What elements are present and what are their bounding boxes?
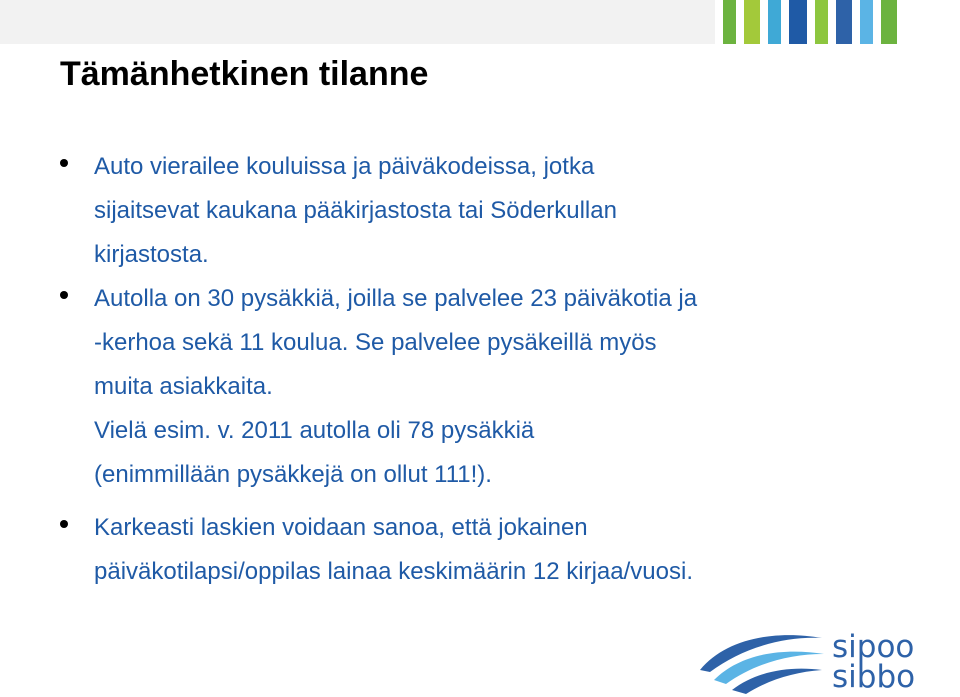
header-stripe xyxy=(881,0,897,44)
header-stripe xyxy=(860,0,874,44)
bullet-line: kirjastosta. xyxy=(94,241,209,268)
bullet-line: -kerhoa sekä 11 koulua. Se palvelee pysäkeillä myös xyxy=(94,329,657,356)
sipoo-sibbo-logo xyxy=(696,622,936,697)
header-stripe xyxy=(760,0,768,44)
bullet-line: muita asiakkaita. xyxy=(94,373,273,400)
logo-text-sipoo: sipoo xyxy=(832,629,915,665)
wave-swoosh-icon xyxy=(696,622,826,697)
bullet-line: Auto vierailee kouluissa ja päiväkodeissa, jotka xyxy=(94,153,595,180)
bullet-line: Karkeasti laskien voidaan sanoa, että jokainen xyxy=(94,514,588,541)
header-stripe xyxy=(807,0,815,44)
bullet-dot-icon xyxy=(60,159,68,167)
header-stripe xyxy=(852,0,860,44)
header-stripe xyxy=(715,0,723,44)
bullet-dot-icon xyxy=(60,520,68,528)
header-stripe xyxy=(768,0,782,44)
bullet-line: (enimmillään pysäkkejä on ollut 111!). xyxy=(94,461,492,488)
header-stripe xyxy=(789,0,807,44)
header-bar xyxy=(0,0,960,44)
header-stripe xyxy=(744,0,760,44)
bullet-item xyxy=(60,506,930,594)
bullet-line: Autolla on 30 pysäkkiä, joilla se palvelee 23 päiväkotia ja xyxy=(94,285,698,312)
header-stripe xyxy=(873,0,881,44)
slide-title: Tämänhetkinen tilanne xyxy=(60,55,429,93)
header-stripe xyxy=(723,0,737,44)
logo-text-sibbo: sibbo xyxy=(832,659,916,695)
header-stripe xyxy=(736,0,744,44)
bullet-line: sijaitsevat kaukana pääkirjastosta tai Söderkullan xyxy=(94,197,617,224)
bullet-line: Vielä esim. v. 2011 autolla oli 78 pysäkkiä xyxy=(94,417,535,444)
bullet-dot-icon xyxy=(60,291,68,299)
header-stripes xyxy=(715,0,960,44)
bullet-item xyxy=(60,277,930,506)
header-stripe xyxy=(815,0,829,44)
header-stripe xyxy=(897,0,960,44)
header-stripe xyxy=(781,0,789,44)
header-stripe xyxy=(828,0,836,44)
bullet-item xyxy=(60,145,930,277)
header-stripe xyxy=(836,0,852,44)
bullet-line: päiväkotilapsi/oppilas lainaa keskimäärin 12 kirjaa/vuosi. xyxy=(94,558,693,585)
bullet-list xyxy=(60,145,930,594)
